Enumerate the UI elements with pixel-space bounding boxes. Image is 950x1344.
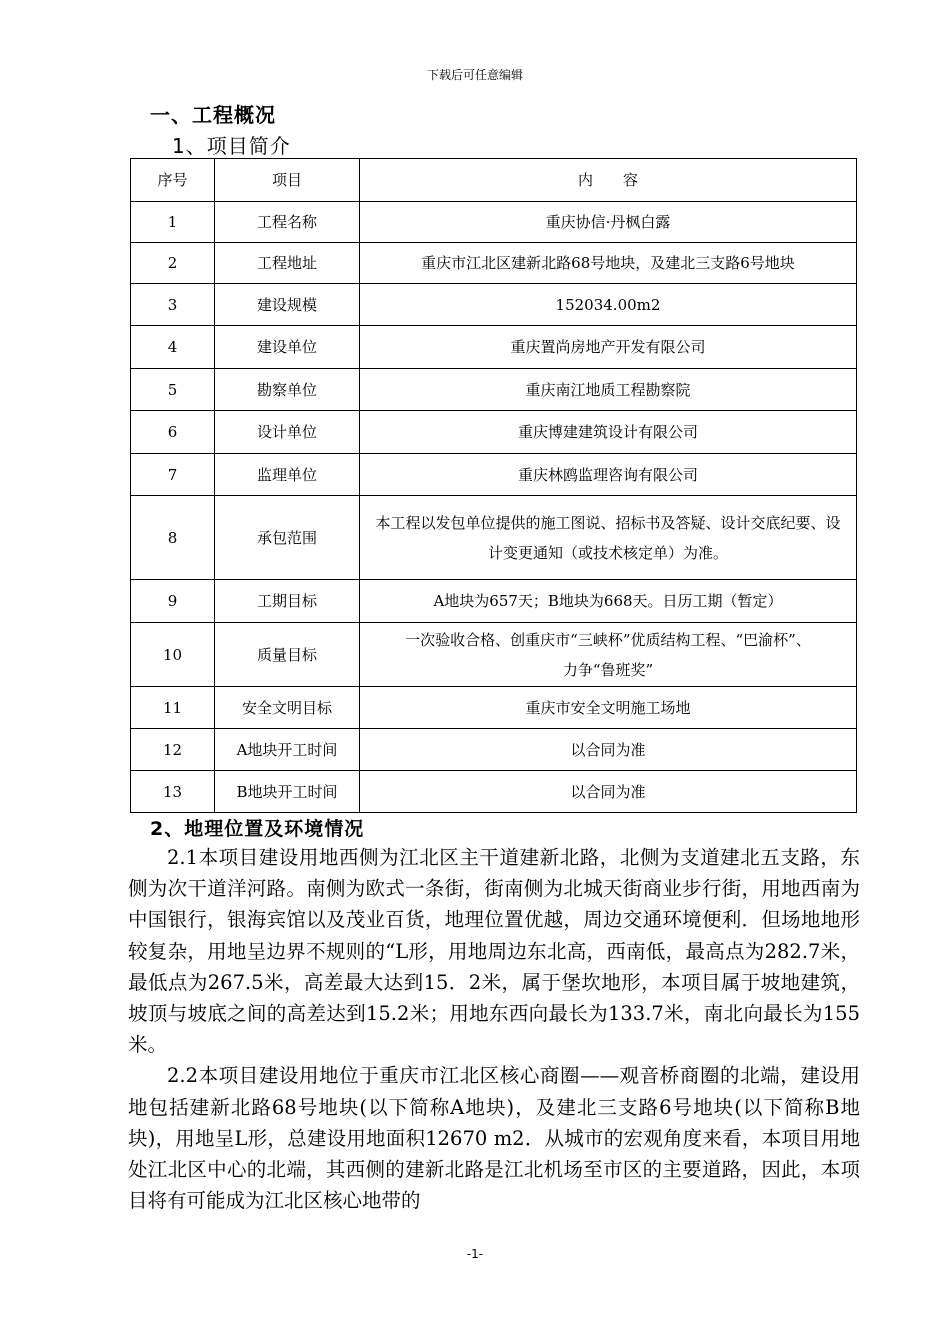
row-no: 11 (131, 687, 215, 729)
body-text (128, 842, 860, 1216)
table-header-row (131, 159, 857, 202)
row-content: 一次验收合格、创重庆市“三峡杯”优质结构工程、“巴渝杯”、力争“鲁班奖” (360, 623, 857, 687)
paragraph: 2.1本项目建设用地西侧为江北区主干道建新北路，北侧为支道建北五支路，东侧为次干道洋河路。南侧为欧式一条街，街南侧为北城天街商业步行街，用地西南为中国银行，银海宾馆以及茂业百货，地理位置优越，周边交通环境便利．但场地地形较复杂，用地呈边界不规则的“L形，用地周边东北高，西南低，最高点为282.7米，最低点为267.5米，高差最大达到15．2米，属于堡坎地形，本项目属于坡地建筑，坡顶与坡底之间的高差达到15.2米；用地东西向最长为133.7米，南北向最长为155米。 (128, 846, 860, 1057)
table-row (131, 580, 857, 623)
row-content: 重庆博建建筑设计有限公司 (360, 411, 857, 454)
table-row (131, 729, 857, 771)
table-row (131, 687, 857, 729)
table-row (131, 771, 857, 813)
table-row (131, 369, 857, 411)
table-row (131, 243, 857, 284)
row-no: 5 (131, 369, 215, 411)
row-no: 8 (131, 496, 215, 580)
row-item: 安全文明目标 (215, 687, 360, 729)
row-content: 以合同为准 (360, 729, 857, 771)
row-item: 工程地址 (215, 243, 360, 284)
subsection-title-project-intro: 1、项目简介 (172, 134, 291, 158)
table-row (131, 326, 857, 369)
row-item: B地块开工时间 (215, 771, 360, 813)
row-content: 本工程以发包单位提供的施工图说、招标书及答疑、设计交底纪要、设计变更通知（或技术核定单）为准。 (360, 496, 857, 580)
row-no: 13 (131, 771, 215, 813)
subsection-title-location: 2、地理位置及环境情况 (150, 818, 365, 840)
row-no: 1 (131, 202, 215, 243)
section-title: 一、工程概况 (150, 103, 276, 127)
row-no: 12 (131, 729, 215, 771)
row-content: 重庆市江北区建新北路68号地块，及建北三支路6号地块 (360, 243, 857, 284)
row-no: 2 (131, 243, 215, 284)
row-item: 承包范围 (215, 496, 360, 580)
table-row (131, 411, 857, 454)
header-cell-content: 内 容 (360, 159, 857, 202)
row-item: 勘察单位 (215, 369, 360, 411)
table-row (131, 496, 857, 580)
table-row (131, 284, 857, 326)
row-item: 建设规模 (215, 284, 360, 326)
header-note: 下载后可任意编辑 (426, 68, 523, 82)
table-row (131, 202, 857, 243)
row-no: 3 (131, 284, 215, 326)
row-no: 4 (131, 326, 215, 369)
row-item: 工期目标 (215, 580, 360, 623)
row-content: 以合同为准 (360, 771, 857, 813)
paragraph: 2.2本项目建设用地位于重庆市江北区核心商圈——观音桥商圈的北端，建设用地包括建新北路68号地块(以下简称A地块)，及建北三支路6号地块(以下简称B地块)，用地呈L形，总建设用地面积12670 m2．从城市的宏观角度来看，本项目用地处江北区中心的北端，其西侧的建新北路是江北机场至市区的主要道路，因此，本项目将有可能成为江北区核心地带的 (128, 1064, 860, 1213)
row-no: 6 (131, 411, 215, 454)
page-number: -1- (466, 1247, 484, 1261)
row-no: 9 (131, 580, 215, 623)
row-content: A地块为657天；B地块为668天。日历工期（暂定） (360, 580, 857, 623)
row-content: 152034.00m2 (360, 284, 857, 326)
header-cell-item: 项目 (215, 159, 360, 202)
row-item: A地块开工时间 (215, 729, 360, 771)
row-content: 重庆南江地质工程勘察院 (360, 369, 857, 411)
project-info-table (130, 158, 857, 813)
row-item: 工程名称 (215, 202, 360, 243)
row-item: 质量目标 (215, 623, 360, 687)
row-no: 7 (131, 454, 215, 496)
row-item: 设计单位 (215, 411, 360, 454)
row-item: 监理单位 (215, 454, 360, 496)
row-content: 重庆市安全文明施工场地 (360, 687, 857, 729)
table-row (131, 454, 857, 496)
row-content: 重庆林鸥监理咨询有限公司 (360, 454, 857, 496)
row-content: 重庆协信·丹枫白露 (360, 202, 857, 243)
header-cell-no: 序号 (131, 159, 215, 202)
row-content: 重庆置尚房地产开发有限公司 (360, 326, 857, 369)
row-item: 建设单位 (215, 326, 360, 369)
row-no: 10 (131, 623, 215, 687)
table-row (131, 623, 857, 687)
